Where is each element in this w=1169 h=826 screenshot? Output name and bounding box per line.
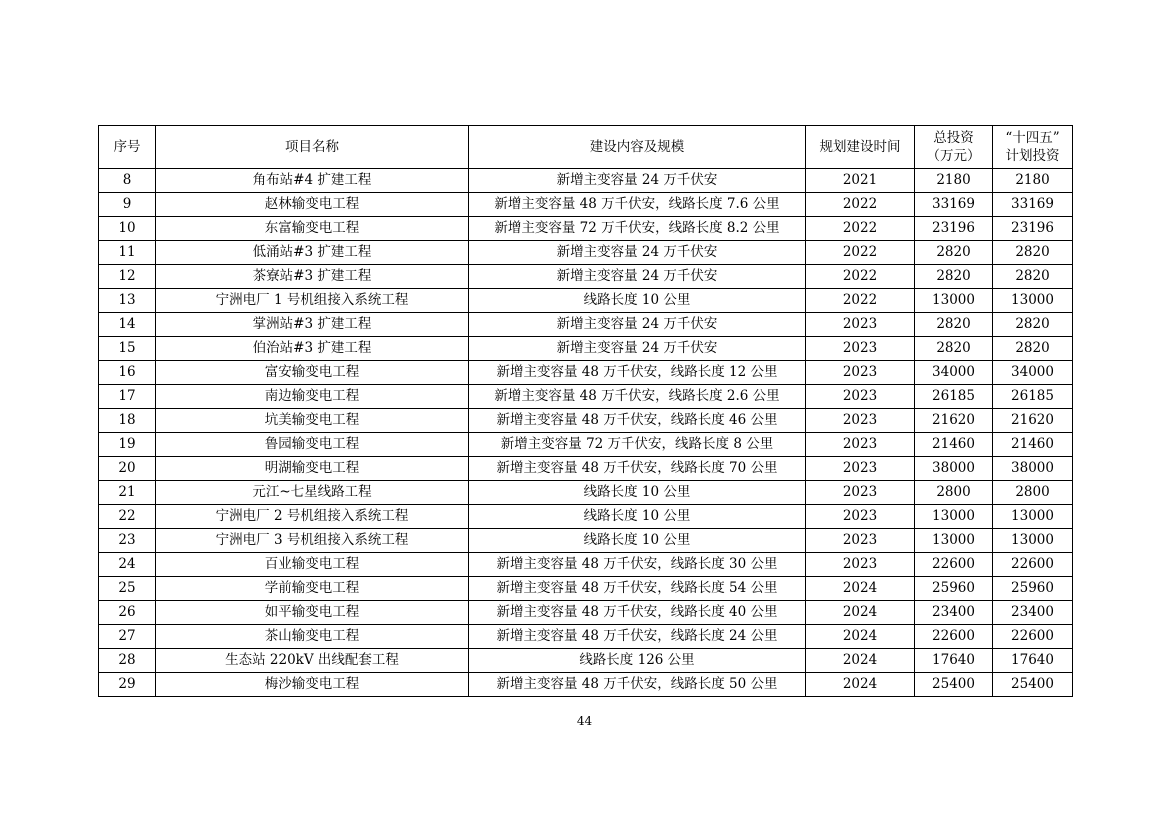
table-row [99, 289, 1073, 313]
cell-seq: 11 [99, 241, 156, 265]
table-row [99, 409, 1073, 433]
table-row [99, 529, 1073, 553]
cell-plan-investment: 25400 [993, 673, 1073, 697]
cell-total-investment: 33169 [915, 193, 993, 217]
table-row [99, 313, 1073, 337]
cell-planned-time: 2024 [806, 601, 915, 625]
cell-content-scale: 线路长度 10 公里 [469, 505, 806, 529]
cell-planned-time: 2023 [806, 337, 915, 361]
cell-seq: 29 [99, 673, 156, 697]
cell-total-investment: 23400 [915, 601, 993, 625]
table-row [99, 217, 1073, 241]
cell-plan-investment: 2820 [993, 265, 1073, 289]
cell-seq: 19 [99, 433, 156, 457]
cell-total-investment: 2820 [915, 241, 993, 265]
cell-planned-time: 2022 [806, 241, 915, 265]
table-row [99, 673, 1073, 697]
cell-plan-investment: 34000 [993, 361, 1073, 385]
cell-content-scale: 线路长度 10 公里 [469, 529, 806, 553]
table-row [99, 193, 1073, 217]
cell-planned-time: 2022 [806, 289, 915, 313]
cell-content-scale: 新增主变容量 48 万千伏安，线路长度 2.6 公里 [469, 385, 806, 409]
cell-seq: 15 [99, 337, 156, 361]
cell-content-scale: 新增主变容量 48 万千伏安，线路长度 40 公里 [469, 601, 806, 625]
cell-project-name: 元江~七星线路工程 [156, 481, 469, 505]
cell-total-investment: 17640 [915, 649, 993, 673]
cell-project-name: 宁洲电厂 2 号机组接入系统工程 [156, 505, 469, 529]
cell-content-scale: 新增主变容量 48 万千伏安，线路长度 50 公里 [469, 673, 806, 697]
cell-content-scale: 线路长度 126 公里 [469, 649, 806, 673]
header-total-investment-line2: （万元） [926, 148, 981, 164]
cell-content-scale: 新增主变容量 24 万千伏安 [469, 313, 806, 337]
cell-seq: 25 [99, 577, 156, 601]
cell-project-name: 明湖输变电工程 [156, 457, 469, 481]
cell-project-name: 低涌站#3 扩建工程 [156, 241, 469, 265]
cell-plan-investment: 25960 [993, 577, 1073, 601]
cell-planned-time: 2024 [806, 673, 915, 697]
cell-plan-investment: 2820 [993, 337, 1073, 361]
cell-content-scale: 线路长度 10 公里 [469, 289, 806, 313]
cell-seq: 16 [99, 361, 156, 385]
cell-project-name: 宁洲电厂 1 号机组接入系统工程 [156, 289, 469, 313]
cell-plan-investment: 2820 [993, 313, 1073, 337]
table-header [99, 126, 1073, 169]
cell-plan-investment: 23400 [993, 601, 1073, 625]
header-plan-investment-line1: “十四五” [1005, 130, 1060, 146]
cell-seq: 14 [99, 313, 156, 337]
cell-plan-investment: 21460 [993, 433, 1073, 457]
cell-planned-time: 2022 [806, 265, 915, 289]
header-planned-time: 规划建设时间 [806, 126, 915, 169]
table-row [99, 577, 1073, 601]
header-plan-investment-line2: 计划投资 [1005, 148, 1060, 164]
cell-planned-time: 2023 [806, 409, 915, 433]
cell-content-scale: 新增主变容量 48 万千伏安，线路长度 54 公里 [469, 577, 806, 601]
cell-project-name: 掌洲站#3 扩建工程 [156, 313, 469, 337]
cell-seq: 10 [99, 217, 156, 241]
header-total-investment [915, 126, 993, 169]
cell-seq: 23 [99, 529, 156, 553]
cell-plan-investment: 38000 [993, 457, 1073, 481]
cell-content-scale: 新增主变容量 72 万千伏安，线路长度 8 公里 [469, 433, 806, 457]
cell-content-scale: 新增主变容量 48 万千伏安，线路长度 7.6 公里 [469, 193, 806, 217]
cell-seq: 13 [99, 289, 156, 313]
cell-plan-investment: 26185 [993, 385, 1073, 409]
project-investment-table [98, 125, 1073, 697]
cell-total-investment: 13000 [915, 529, 993, 553]
cell-planned-time: 2022 [806, 217, 915, 241]
cell-total-investment: 2820 [915, 313, 993, 337]
table-row [99, 457, 1073, 481]
cell-total-investment: 26185 [915, 385, 993, 409]
cell-content-scale: 新增主变容量 24 万千伏安 [469, 337, 806, 361]
cell-plan-investment: 13000 [993, 505, 1073, 529]
cell-seq: 18 [99, 409, 156, 433]
cell-total-investment: 2820 [915, 265, 993, 289]
cell-seq: 28 [99, 649, 156, 673]
table-row [99, 601, 1073, 625]
header-plan-investment [993, 126, 1073, 169]
cell-project-name: 百业输变电工程 [156, 553, 469, 577]
cell-total-investment: 21460 [915, 433, 993, 457]
cell-content-scale: 新增主变容量 48 万千伏安，线路长度 70 公里 [469, 457, 806, 481]
cell-plan-investment: 2800 [993, 481, 1073, 505]
cell-project-name: 坑美输变电工程 [156, 409, 469, 433]
table-row [99, 169, 1073, 193]
cell-seq: 9 [99, 193, 156, 217]
table-row [99, 505, 1073, 529]
cell-seq: 22 [99, 505, 156, 529]
cell-total-investment: 34000 [915, 361, 993, 385]
cell-plan-investment: 13000 [993, 529, 1073, 553]
table-row [99, 625, 1073, 649]
header-total-investment-line1: 总投资 [933, 130, 974, 146]
cell-project-name: 鲁园输变电工程 [156, 433, 469, 457]
cell-seq: 8 [99, 169, 156, 193]
cell-content-scale: 新增主变容量 48 万千伏安，线路长度 12 公里 [469, 361, 806, 385]
cell-project-name: 南边输变电工程 [156, 385, 469, 409]
cell-planned-time: 2023 [806, 433, 915, 457]
cell-total-investment: 21620 [915, 409, 993, 433]
cell-total-investment: 25400 [915, 673, 993, 697]
cell-planned-time: 2023 [806, 385, 915, 409]
table-row [99, 649, 1073, 673]
cell-content-scale: 新增主变容量 24 万千伏安 [469, 241, 806, 265]
cell-planned-time: 2023 [806, 553, 915, 577]
table-row [99, 553, 1073, 577]
cell-total-investment: 13000 [915, 505, 993, 529]
table-row [99, 385, 1073, 409]
page-number: 44 [576, 714, 593, 728]
cell-planned-time: 2024 [806, 577, 915, 601]
table-row [99, 265, 1073, 289]
table-row [99, 481, 1073, 505]
cell-project-name: 茶寮站#3 扩建工程 [156, 265, 469, 289]
cell-planned-time: 2024 [806, 649, 915, 673]
cell-project-name: 梅沙输变电工程 [156, 673, 469, 697]
cell-content-scale: 新增主变容量 24 万千伏安 [469, 169, 806, 193]
cell-total-investment: 2820 [915, 337, 993, 361]
cell-plan-investment: 2820 [993, 241, 1073, 265]
header-row [99, 126, 1073, 169]
cell-seq: 26 [99, 601, 156, 625]
cell-seq: 20 [99, 457, 156, 481]
table-row [99, 337, 1073, 361]
cell-content-scale: 新增主变容量 48 万千伏安，线路长度 30 公里 [469, 553, 806, 577]
cell-content-scale: 新增主变容量 48 万千伏安，线路长度 24 公里 [469, 625, 806, 649]
cell-content-scale: 新增主变容量 24 万千伏安 [469, 265, 806, 289]
cell-project-name: 学前输变电工程 [156, 577, 469, 601]
cell-project-name: 赵林输变电工程 [156, 193, 469, 217]
cell-plan-investment: 17640 [993, 649, 1073, 673]
cell-seq: 12 [99, 265, 156, 289]
cell-plan-investment: 23196 [993, 217, 1073, 241]
cell-seq: 21 [99, 481, 156, 505]
cell-project-name: 东富输变电工程 [156, 217, 469, 241]
table-row [99, 361, 1073, 385]
cell-planned-time: 2023 [806, 505, 915, 529]
cell-total-investment: 38000 [915, 457, 993, 481]
cell-total-investment: 2180 [915, 169, 993, 193]
header-seq: 序号 [99, 126, 156, 169]
header-project-name: 项目名称 [156, 126, 469, 169]
cell-total-investment: 13000 [915, 289, 993, 313]
cell-planned-time: 2024 [806, 625, 915, 649]
cell-plan-investment: 22600 [993, 553, 1073, 577]
cell-planned-time: 2023 [806, 481, 915, 505]
table-body [99, 169, 1073, 697]
cell-seq: 27 [99, 625, 156, 649]
table-row [99, 241, 1073, 265]
cell-seq: 24 [99, 553, 156, 577]
cell-plan-investment: 33169 [993, 193, 1073, 217]
cell-project-name: 生态站 220kV 出线配套工程 [156, 649, 469, 673]
cell-total-investment: 2800 [915, 481, 993, 505]
cell-content-scale: 新增主变容量 48 万千伏安，线路长度 46 公里 [469, 409, 806, 433]
table-row [99, 433, 1073, 457]
header-content-scale: 建设内容及规模 [469, 126, 806, 169]
cell-project-name: 茶山输变电工程 [156, 625, 469, 649]
cell-planned-time: 2023 [806, 313, 915, 337]
cell-seq: 17 [99, 385, 156, 409]
cell-project-name: 富安输变电工程 [156, 361, 469, 385]
cell-content-scale: 线路长度 10 公里 [469, 481, 806, 505]
cell-total-investment: 22600 [915, 625, 993, 649]
cell-planned-time: 2023 [806, 361, 915, 385]
cell-plan-investment: 2180 [993, 169, 1073, 193]
cell-total-investment: 23196 [915, 217, 993, 241]
cell-content-scale: 新增主变容量 72 万千伏安，线路长度 8.2 公里 [469, 217, 806, 241]
cell-project-name: 角布站#4 扩建工程 [156, 169, 469, 193]
cell-plan-investment: 13000 [993, 289, 1073, 313]
cell-plan-investment: 22600 [993, 625, 1073, 649]
cell-planned-time: 2023 [806, 457, 915, 481]
cell-total-investment: 22600 [915, 553, 993, 577]
cell-project-name: 伯治站#3 扩建工程 [156, 337, 469, 361]
cell-project-name: 如平输变电工程 [156, 601, 469, 625]
cell-planned-time: 2023 [806, 529, 915, 553]
cell-planned-time: 2022 [806, 193, 915, 217]
cell-plan-investment: 21620 [993, 409, 1073, 433]
cell-total-investment: 25960 [915, 577, 993, 601]
cell-project-name: 宁洲电厂 3 号机组接入系统工程 [156, 529, 469, 553]
cell-planned-time: 2021 [806, 169, 915, 193]
